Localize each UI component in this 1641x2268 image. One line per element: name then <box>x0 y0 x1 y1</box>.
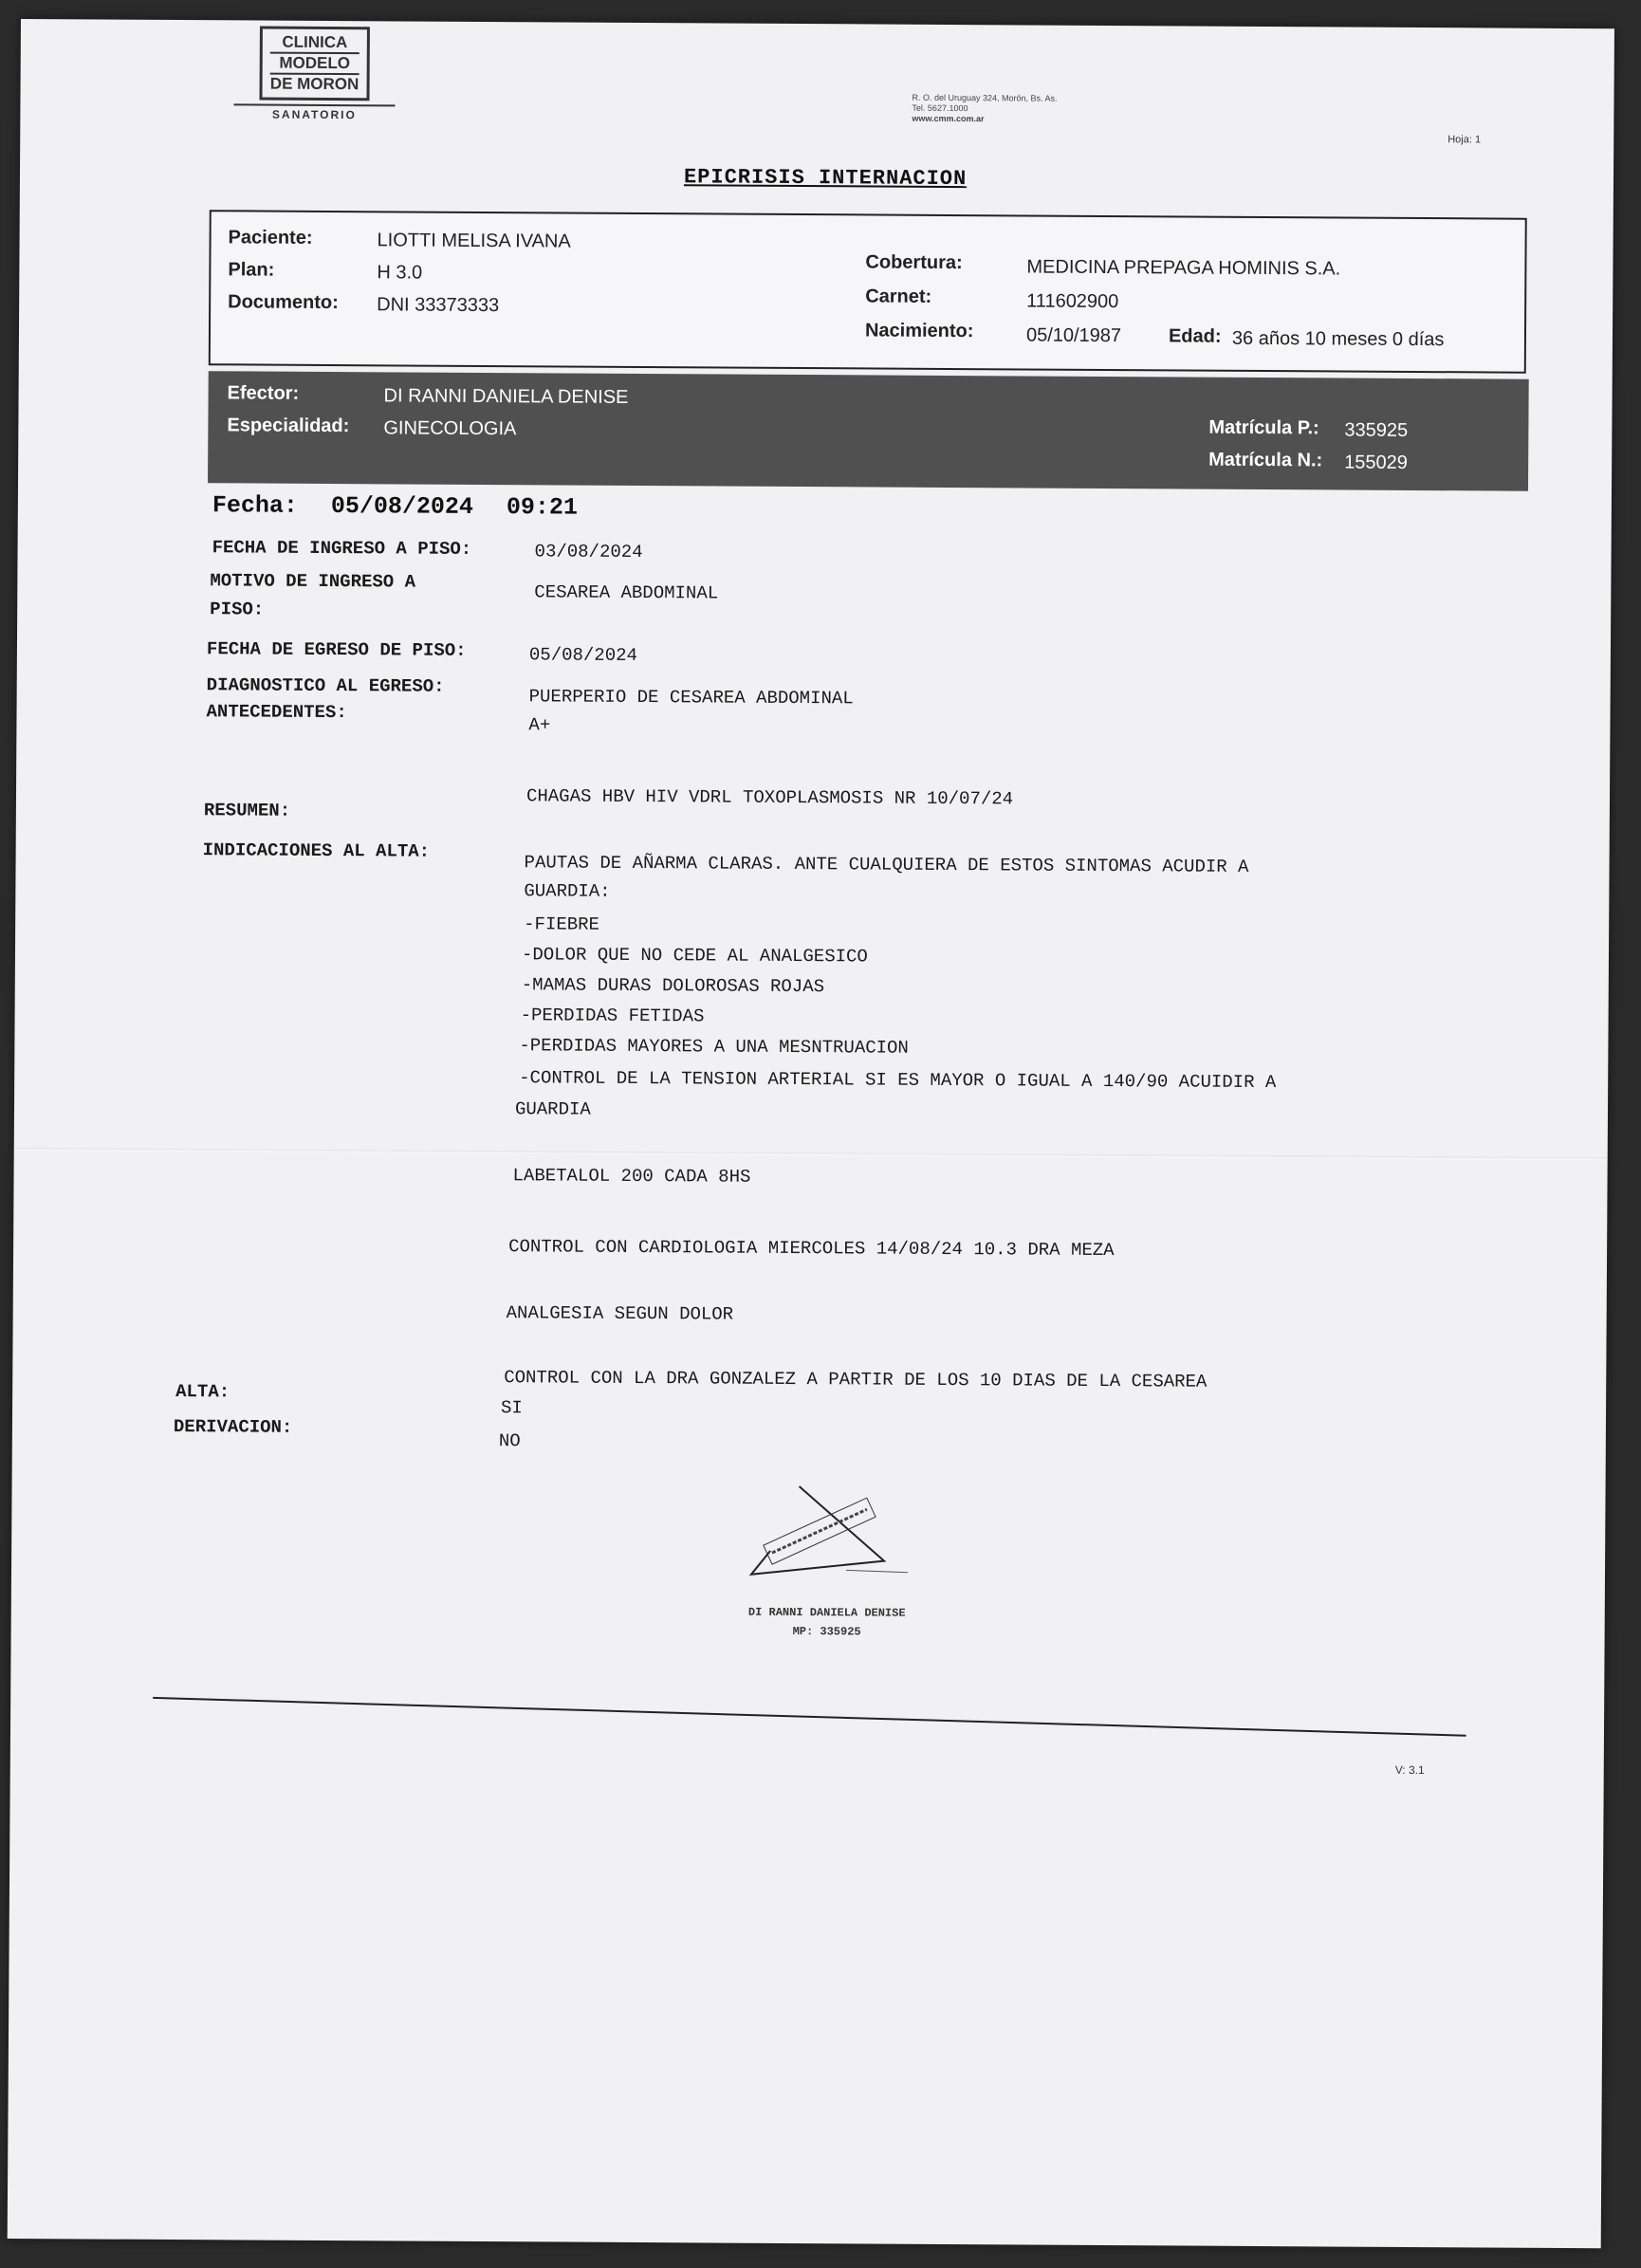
matricula-p-label: Matrícula P.: <box>1208 416 1319 439</box>
address-line: www.cmm.com.ar <box>912 113 985 124</box>
derivacion-label: DERIVACION: <box>173 1416 293 1438</box>
signature-name: DI RANNI DANIELA DENISE <box>747 1605 906 1620</box>
patient-info-box <box>209 210 1527 373</box>
especialidad-value: GINECOLOGIA <box>383 417 517 440</box>
clinic-logo <box>233 26 396 121</box>
document-page <box>8 19 1614 2248</box>
logo-subtitle: SANATORIO <box>233 103 395 121</box>
doctor-info-bar <box>208 371 1529 491</box>
signature-caption <box>704 1602 950 1642</box>
indicacion-line: PAUTAS DE AÑARMA CLARAS. ANTE CUALQUIERA DE ESTOS SINTOMAS ACUDIR A <box>524 852 1249 877</box>
page-number: Hoja: 1 <box>1447 134 1482 146</box>
address-line: Tel. 5627.1000 <box>912 102 968 114</box>
paciente-value: LIOTTI MELISA IVANA <box>377 230 571 252</box>
fecha-label: Fecha: <box>212 491 298 520</box>
paciente-label: Paciente: <box>228 227 313 249</box>
document-title: EPICRISIS INTERNACION <box>683 165 968 192</box>
footer-divider <box>153 1697 1466 1737</box>
indicaciones-label: INDICACIONES AL ALTA: <box>202 839 431 862</box>
matricula-p-value: 335925 <box>1344 419 1409 441</box>
address-line: R. O. del Uruguay 324, Morón, Bs. As. <box>912 92 1058 103</box>
nacimiento-label: Nacimiento: <box>864 320 974 342</box>
indicacion-line: CONTROL CON CARDIOLOGIA MIERCOLES 14/08/24 10.3 DRA MEZA <box>508 1236 1115 1262</box>
antecedentes-label: ANTECEDENTES: <box>206 701 347 724</box>
signature-mp: MP: 335925 <box>792 1625 861 1639</box>
egreso-label: FECHA DE EGRESO DE PISO: <box>206 638 467 661</box>
version-label: V: 3.1 <box>1394 1762 1425 1778</box>
resumen-label: RESUMEN: <box>203 800 291 821</box>
resumen-value: CHAGAS HBV HIV VDRL TOXOPLASMOSIS NR 10/07/24 <box>525 785 1014 810</box>
diagnostico-label: DIAGNOSTICO AL EGRESO: <box>206 674 445 697</box>
documento-label: Documento: <box>228 291 339 314</box>
cobertura-value: MEDICINA PREPAGA HOMINIS S.A. <box>1026 256 1341 280</box>
indicacion-line: CONTROL CON LA DRA GONZALEZ A PARTIR DE LOS 10 DIAS DE LA CESAREA <box>504 1367 1208 1392</box>
efector-value: DI RANNI DANIELA DENISE <box>383 385 629 408</box>
derivacion-value: NO <box>498 1430 521 1452</box>
matricula-n-value: 155029 <box>1344 452 1408 473</box>
alta-label: ALTA: <box>175 1381 230 1403</box>
indicacion-line: GUARDIA <box>514 1098 591 1120</box>
cobertura-label: Cobertura: <box>865 251 963 274</box>
plan-label: Plan: <box>228 259 275 281</box>
indicacion-line: -FIEBRE <box>524 913 600 935</box>
ingreso-label: FECHA DE INGRESO A PISO: <box>212 537 472 560</box>
edad-value: 36 años 10 meses 0 días <box>1231 327 1445 351</box>
fecha-time: 09:21 <box>506 493 579 522</box>
indicacion-line: -MAMAS DURAS DOLOROSAS ROJAS <box>521 974 825 998</box>
plan-value: H 3.0 <box>377 262 423 284</box>
documento-value: DNI 33373333 <box>377 294 500 317</box>
egreso-value: 05/08/2024 <box>528 644 638 666</box>
indicacion-line: GUARDIA: <box>524 880 611 902</box>
paper-fold <box>14 1148 1608 1160</box>
logo-line-3: DE MORON <box>269 74 360 94</box>
indicacion-line: ANALGESIA SEGUN DOLOR <box>506 1302 734 1325</box>
especialidad-label: Especialidad: <box>227 415 350 437</box>
ingreso-value: 03/08/2024 <box>534 541 643 563</box>
motivo-value: CESAREA ABDOMINAL <box>534 581 719 604</box>
efector-label: Efector: <box>227 382 300 404</box>
signature-stamp <box>742 1484 913 1590</box>
alta-value: SI <box>500 1397 523 1419</box>
carnet-label: Carnet: <box>865 286 932 307</box>
diagnostico-value: PUERPERIO DE CESAREA ABDOMINAL <box>528 686 854 710</box>
logo-line-1: CLINICA <box>270 33 360 55</box>
fecha-date: 05/08/2024 <box>330 492 474 521</box>
motivo-label-line2: PISO: <box>210 599 265 620</box>
logo-line-2: MODELO <box>270 54 360 76</box>
antecedentes-value: A+ <box>528 714 551 736</box>
indicacion-line: -DOLOR QUE NO CEDE AL ANALGESICO <box>521 944 868 968</box>
logo-box <box>260 27 370 101</box>
clinic-address <box>912 93 1057 125</box>
indicacion-line: -PERDIDAS MAYORES A UNA MESNTRUACION <box>519 1035 909 1059</box>
nacimiento-value: 05/10/1987 <box>1025 324 1122 347</box>
indicacion-line: -CONTROL DE LA TENSION ARTERIAL SI ES MAYOR O IGUAL A 140/90 ACUIDIR A <box>519 1067 1277 1094</box>
fecha-row <box>212 491 578 521</box>
carnet-value: 111602900 <box>1026 290 1119 313</box>
edad-label: Edad: <box>1168 325 1222 347</box>
indicacion-line: -PERDIDAS FETIDAS <box>520 1005 705 1027</box>
indicacion-line: LABETALOL 200 CADA 8HS <box>512 1165 751 1188</box>
motivo-label-line1: MOTIVO DE INGRESO A <box>210 570 416 593</box>
matricula-n-label: Matrícula N.: <box>1208 449 1323 471</box>
